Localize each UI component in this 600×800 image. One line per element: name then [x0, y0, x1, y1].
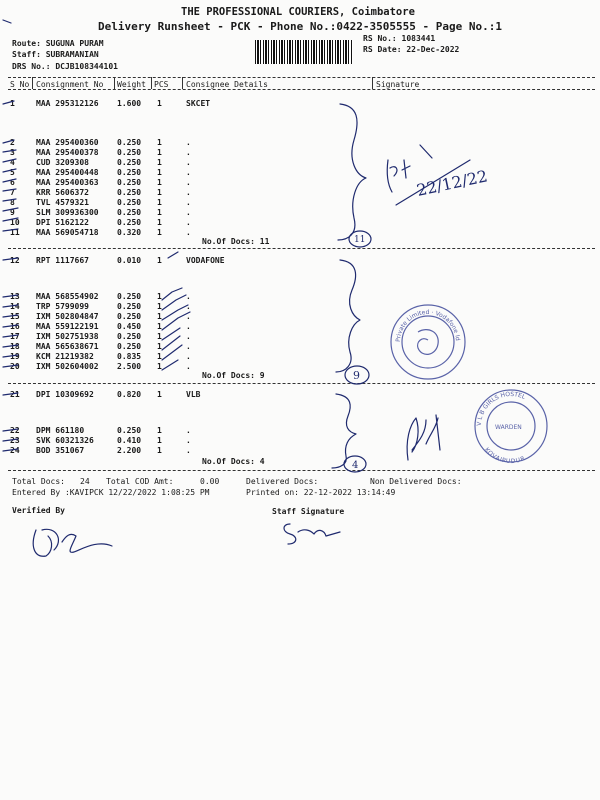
pcs: 1	[157, 228, 162, 237]
entered-by: Entered By :KAVIPCK 12/22/2022 1:08:25 PM	[12, 488, 210, 497]
pcs: 1	[157, 138, 162, 147]
consignee: .	[186, 292, 191, 301]
sign-date: 22/12/22	[414, 166, 490, 200]
pcs: 1	[157, 332, 162, 341]
docs-count: No.Of Docs: 11	[202, 237, 270, 246]
consignee: .	[186, 352, 191, 361]
table-row: 17	[10, 332, 20, 341]
consignee: .	[186, 158, 191, 167]
weight: 0.250	[117, 158, 142, 167]
table-row: 15	[10, 312, 20, 321]
weight: 0.250	[117, 312, 142, 321]
consignee: VLB	[186, 390, 201, 399]
consignment-no: CUD 3209308	[36, 158, 89, 167]
stamp-text: Private Limited · Vodafone Id	[394, 308, 462, 343]
pcs-ticks	[162, 252, 190, 370]
pcs: 1	[157, 436, 162, 445]
brace-3	[332, 394, 356, 468]
pcs: 1	[157, 292, 162, 301]
consignment-no: RPT 1117667	[36, 256, 89, 265]
brace-2	[336, 260, 360, 372]
table-row: SKCET	[186, 99, 211, 108]
route: Route: SUGUNA PURAM	[12, 39, 104, 48]
col-pcs: PCS	[154, 80, 169, 89]
consignment-no: SLM 309936300	[36, 208, 99, 217]
consignee: .	[186, 138, 191, 147]
count-note: 4	[352, 460, 359, 471]
printed-on: Printed on: 22-12-2022 13:14:49	[246, 488, 396, 497]
count-note: 11	[354, 235, 366, 245]
weight: 0.835	[117, 352, 142, 361]
weight: 0.250	[117, 188, 142, 197]
weight: 0.410	[117, 436, 142, 445]
drs-number: DRS No.: DCJB108344101	[12, 62, 118, 71]
table-row: 7	[10, 188, 15, 197]
total-cod-label: Total COD Amt:	[106, 477, 174, 486]
table-row: 16	[10, 322, 20, 331]
weight: 0.250	[117, 138, 142, 147]
col-signature: Signature	[376, 80, 420, 89]
stamp-bottom-text: KOVAIPUDUR	[482, 446, 526, 466]
weight: 2.200	[117, 446, 142, 455]
pcs: 1	[157, 168, 162, 177]
table-row: 6	[10, 178, 15, 187]
company-name: THE PROFESSIONAL COURIERS, Coimbatore	[181, 6, 415, 18]
total-cod: 0.00	[200, 477, 220, 486]
consignment-no: SVK 60321326	[36, 436, 94, 445]
table-row: 1	[10, 99, 15, 108]
pcs: 1	[157, 352, 162, 361]
table-row: 14	[10, 302, 20, 311]
table-row: MAA 295312126	[36, 99, 99, 108]
consignment-no: IXM 502604002	[36, 362, 99, 371]
pcs: 1	[157, 390, 162, 399]
verified-signature	[33, 529, 112, 556]
consignment-no: MAA 295400378	[36, 148, 99, 157]
pcs: 1	[157, 148, 162, 157]
weight: 0.250	[117, 342, 142, 351]
table-row: 1	[157, 99, 162, 108]
table-row: 22	[10, 426, 20, 435]
brace-1	[338, 104, 366, 240]
stamp-mid-text: WARDEN	[495, 424, 522, 431]
pcs: 1	[157, 198, 162, 207]
consignment-no: BOD 351067	[36, 446, 85, 455]
weight: 2.500	[117, 362, 142, 371]
consignment-no: DPI 5162122	[36, 218, 89, 227]
table-row: 2	[10, 138, 15, 147]
consignment-no: TRP 5799099	[36, 302, 89, 311]
docs-count: No.Of Docs: 4	[202, 457, 265, 466]
consignee: .	[186, 218, 191, 227]
weight: 0.250	[117, 208, 142, 217]
consignee: .	[186, 342, 191, 351]
weight: 0.250	[117, 198, 142, 207]
verified-by: Verified By	[12, 506, 65, 515]
svg-text:Private Limited · Vodafone Ide	[388, 302, 461, 342]
consignment-no: DPI 10309692	[36, 390, 94, 399]
col-consignment: Consignment No	[36, 80, 104, 89]
consignee: .	[186, 312, 191, 321]
col-sno: S No	[10, 80, 30, 89]
table-row: 24	[10, 446, 20, 455]
total-docs-label: Total Docs:	[12, 477, 65, 486]
weight: 0.250	[117, 302, 142, 311]
col-consignee: Consignee Details	[186, 80, 268, 89]
consignment-no: KCM 21219382	[36, 352, 94, 361]
weight: 0.820	[117, 390, 142, 399]
pcs: 1	[157, 446, 162, 455]
table-row: 8	[10, 198, 15, 207]
non-delivered-docs: Non Delivered Docs:	[370, 477, 462, 486]
docs-count: No.Of Docs: 9	[202, 371, 265, 380]
staff: Staff: SUBRAMANIAN	[12, 50, 99, 59]
weight: 0.450	[117, 322, 142, 331]
staff-signature	[284, 524, 340, 544]
weight: 0.250	[117, 178, 142, 187]
table-row: 13	[10, 292, 20, 301]
consignment-no: KRR 5606372	[36, 188, 89, 197]
pcs: 1	[157, 302, 162, 311]
weight: 0.250	[117, 332, 142, 341]
consignment-no: MAA 569054718	[36, 228, 99, 237]
weight: 0.250	[117, 292, 142, 301]
pcs: 1	[157, 208, 162, 217]
pcs: 1	[157, 362, 162, 371]
pcs: 1	[157, 322, 162, 331]
consignee: VODAFONE	[186, 256, 225, 265]
consignee: .	[186, 302, 191, 311]
table-row: 19	[10, 352, 20, 361]
consignee: .	[186, 188, 191, 197]
staff-signature-label: Staff Signature	[272, 507, 345, 516]
pcs: 1	[157, 178, 162, 187]
consignee: .	[186, 168, 191, 177]
table-row: 4	[10, 158, 15, 167]
consignment-no: MAA 565638671	[36, 342, 99, 351]
consignment-no: MAA 295400363	[36, 178, 99, 187]
col-weight: Weight	[117, 80, 146, 89]
stamp-top-text: V L B GIRLS HOSTEL	[475, 390, 527, 427]
rs-date: RS Date: 22-Dec-2022	[363, 45, 460, 54]
pcs: 1	[157, 426, 162, 435]
consignment-no: IXM 502751938	[36, 332, 99, 341]
pcs: 1	[157, 342, 162, 351]
consignee: .	[186, 446, 191, 455]
check-marks	[3, 20, 18, 451]
consignee: .	[186, 178, 191, 187]
consignee: .	[186, 322, 191, 331]
consignee: .	[186, 436, 191, 445]
consignee: .	[186, 332, 191, 341]
table-row: 3	[10, 148, 15, 157]
consignment-no: DPM 661180	[36, 426, 85, 435]
consignee: .	[186, 198, 191, 207]
weight: 0.250	[117, 148, 142, 157]
pcs: 1	[157, 188, 162, 197]
consignee: .	[186, 208, 191, 217]
weight: 0.250	[117, 218, 142, 227]
total-docs: 24	[80, 477, 90, 486]
table-row: 11	[10, 228, 20, 237]
pcs: 1	[157, 312, 162, 321]
runsheet-title: Delivery Runsheet - PCK - Phone No.:0422-3505555 - Page No.:1	[98, 20, 502, 33]
table-row: 10	[10, 218, 20, 227]
rs-number: RS No.: 1083441	[363, 34, 436, 43]
consignee: .	[186, 228, 191, 237]
signature-3	[407, 415, 440, 460]
consignee: .	[186, 148, 191, 157]
consignment-no: MAA 295400448	[36, 168, 99, 177]
pcs: 1	[157, 256, 162, 265]
consignment-no: MAA 568554902	[36, 292, 99, 301]
pcs: 1	[157, 218, 162, 227]
consignment-no: TVL 4579321	[36, 198, 89, 207]
delivered-docs: Delivered Docs:	[246, 477, 319, 486]
weight: 0.250	[117, 168, 142, 177]
table-row: 1.600	[117, 99, 142, 108]
table-row: 21	[10, 390, 20, 399]
table-row: 23	[10, 436, 20, 445]
table-row: 5	[10, 168, 15, 177]
weight: 0.010	[117, 256, 142, 265]
hostel-stamp	[471, 386, 551, 466]
vodafone-stamp	[388, 302, 468, 382]
consignment-no: MAA 559122191	[36, 322, 99, 331]
count-note: 9	[353, 369, 360, 382]
pcs: 1	[157, 158, 162, 167]
table-row: 9	[10, 208, 15, 217]
consignment-no: MAA 295400360	[36, 138, 99, 147]
consignee: .	[186, 362, 191, 371]
table-row: 20	[10, 362, 20, 371]
consignment-no: IXM 502804847	[36, 312, 99, 321]
table-row: 18	[10, 342, 20, 351]
weight: 0.320	[117, 228, 142, 237]
table-row: 12	[10, 256, 20, 265]
svg-text:V L B GIRLS HOSTEL	[476, 391, 527, 426]
weight: 0.250	[117, 426, 142, 435]
consignee: .	[186, 426, 191, 435]
